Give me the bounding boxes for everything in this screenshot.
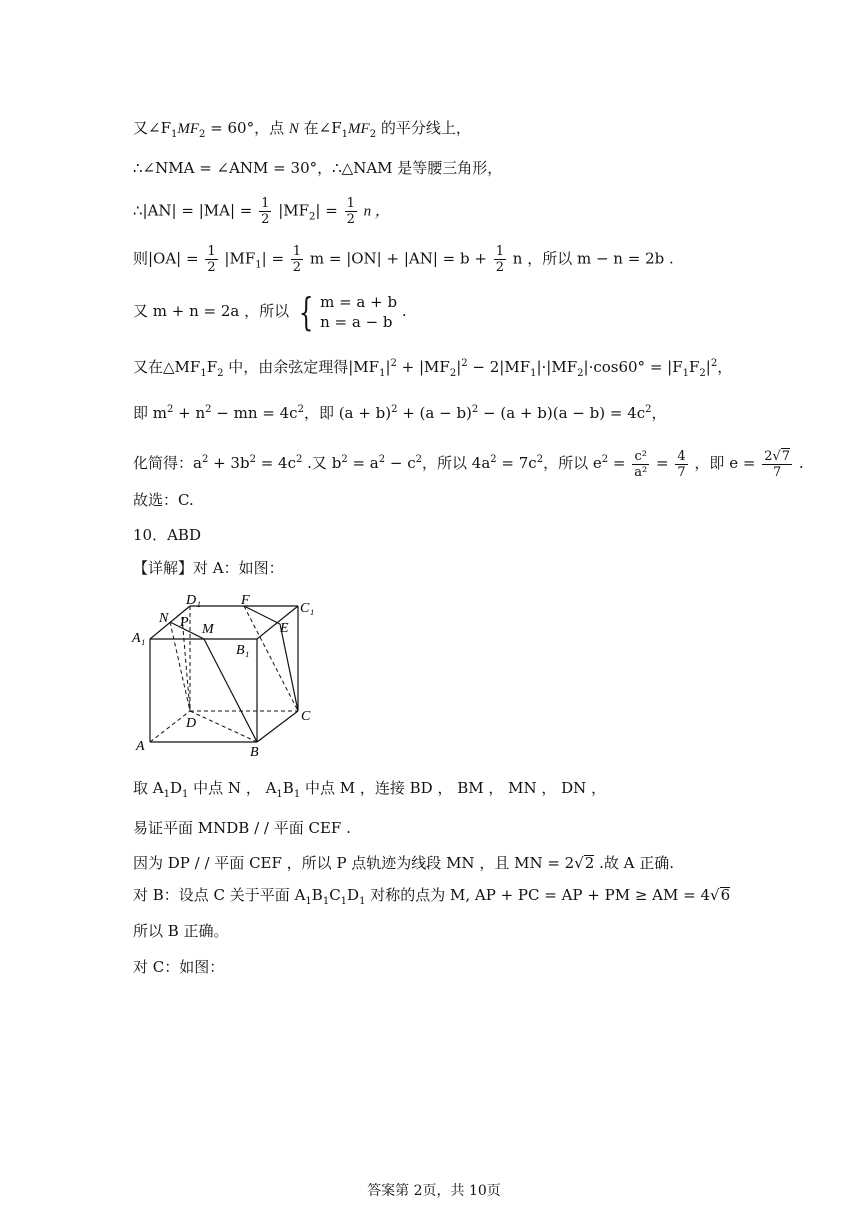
- label-c: C: [301, 709, 311, 724]
- label-b: B: [250, 745, 259, 760]
- solution-line-4: 则|OA| = $\frac{1}{2}$ $|MF_1|$ = $\frac{1}{2}$ m = |ON| + |AN| = b + $\frac{1}{2}$ n ，所以 m − n = 2b .: [133, 244, 674, 275]
- solution-line-5: 又 m + n = 2a ，所以 { m = a + b n = a − b .: [133, 290, 407, 334]
- label-p: P: [180, 615, 189, 630]
- fraction-half: $\frac{1}{2}$: [207, 244, 216, 275]
- solution-line-13: 易证平面 MNDB / / 平面 CEF .: [133, 819, 351, 837]
- solution-line-7: 即 $m^2 + n^2$ − mn = $4c^2$，即 $(a + b)^2 + (a - b)^2 - (a + b)(a - b) = 4c^2$，: [133, 404, 667, 422]
- solution-line-16: 所以 B 正确。: [133, 922, 229, 940]
- solution-line-8: 化简得：$a^2 + 3b^2 = 4c^2$ .又 $b^2 = a^2 - c^2$，所以 $4a^2 = 7c^2$，所以 $e^2$ = $\frac{\text{c²}}{\text{a²}}$ = $\frac{4}{7}$ ，即 e = $\frac{2√7}{7}$ .: [133, 448, 804, 480]
- page-footer: 答案第 2页，共 10页: [367, 1183, 501, 1199]
- solution-line-15: 对 B：设点 C 关于平面 $A_1B_1C_1D_1$ 对称的点为 M, AP + PC = AP + PM ≥ AM = 4√6: [133, 886, 731, 907]
- label-n: N: [159, 611, 169, 626]
- equation-system: { m = a + b n = a − b: [298, 290, 398, 334]
- label-e: E: [280, 621, 289, 636]
- label-a: A: [136, 739, 145, 754]
- solution-line-12: 取 $A_1D_1$ 中点 N ， $A_1B_1$ 中点 M ，连接 BD ， BM ， MN ， DN ，: [133, 779, 607, 800]
- question-number-10: 10．ABD: [133, 526, 201, 544]
- solution-line-2: ∴∠NMA = ∠ANM = 30°，∴△NAM 是等腰三角形，: [133, 159, 503, 177]
- solution-line-6: 又在$\triangle MF_1F_2$ 中，由余弦定理得$|MF_1|^2 + |MF_2|^2 - 2|MF_1|\cdot|MF_2|\cdot\cos 60^\circ = |F_1F_2|^2$，: [133, 358, 733, 379]
- label-b1: B₁: [236, 643, 250, 658]
- label-d1: D₁: [186, 593, 201, 608]
- solution-line-14: 因为 DP / / 平面 CEF ，所以 P 点轨迹为线段 MN ，且 MN = 2√2 .故 A 正确.: [133, 854, 675, 872]
- label-c1: C₁: [300, 601, 315, 616]
- detail-heading-c: 对 C：如图：: [133, 958, 225, 976]
- fraction-half: $\frac{1}{2}$: [495, 244, 504, 275]
- label-a1: A₁: [132, 631, 146, 646]
- label-m: M: [202, 622, 214, 637]
- label-f: F: [241, 593, 250, 608]
- detail-heading-a: 【详解】对 A：如图：: [133, 559, 284, 577]
- fraction-c2-over-a2: $\frac{\text{c²}}{\text{a²}}$: [634, 448, 648, 480]
- fraction-half: $\frac{1}{2}$: [346, 196, 355, 227]
- solution-line-1: 又$\angle F_1MF_2 = 60^\circ$，点 N 在$\angle F_1MF_2$ 的平分线上，: [133, 119, 471, 140]
- answer-choice-line: 故选：C.: [133, 491, 194, 509]
- solution-line-3: ∴|AN| = |MA| = $\frac{1}{2}$ $|MF_2|$ = $\frac{1}{2}$ n ，: [133, 196, 390, 227]
- fraction-4-over-7: $\frac{4}{7}$: [677, 448, 686, 480]
- fraction-2sqrt7-over-7: $\frac{2√7}{7}$: [764, 449, 791, 480]
- fraction-half: $\frac{1}{2}$: [261, 196, 270, 227]
- fraction-half: $\frac{1}{2}$: [292, 244, 302, 275]
- label-d: D: [186, 716, 197, 731]
- cube-figure: [130, 590, 330, 760]
